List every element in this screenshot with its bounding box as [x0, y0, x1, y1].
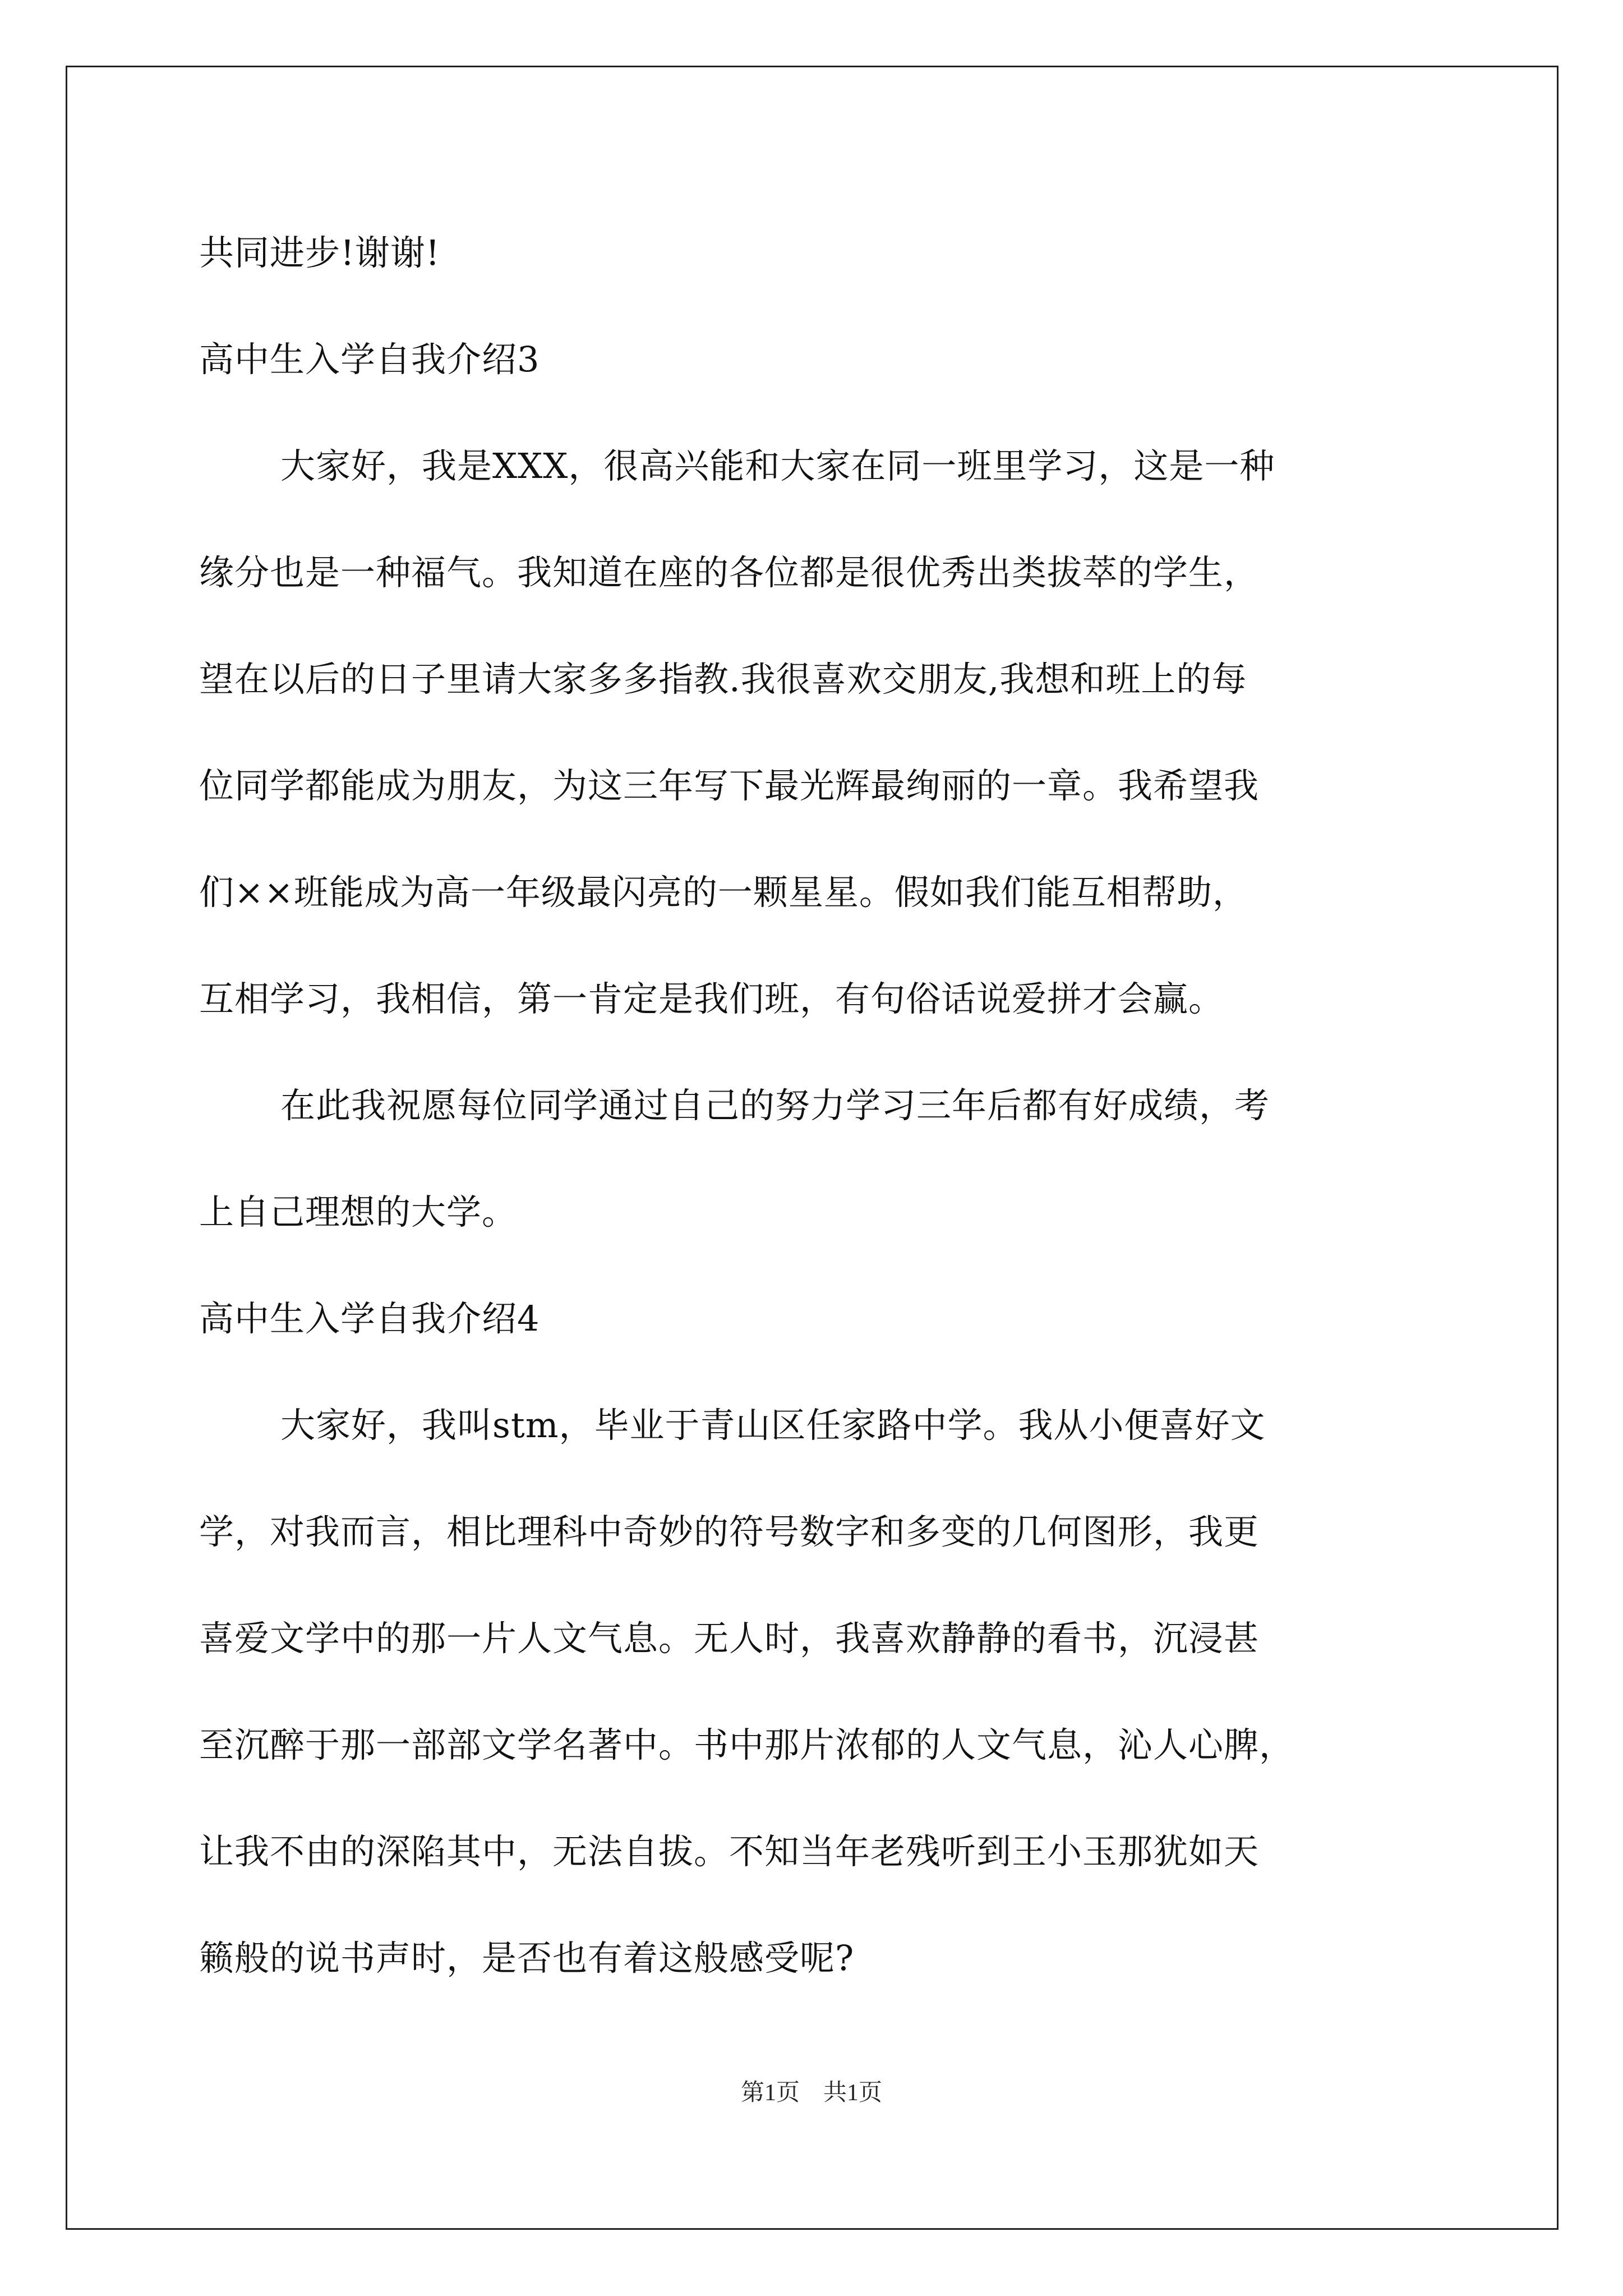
paragraph-line: 喜爱文学中的那一片人文气息。无人时，我喜欢静静的看书，沉浸甚 — [199, 1618, 1260, 1659]
paragraph-line: 让我不由的深陷其中，无法自拔。不知当年老残听到王小玉那犹如天 — [199, 1831, 1260, 1872]
paragraph-line: 大家好，我叫stm，毕业于青山区任家路中学。我从小便喜好文 — [280, 1405, 1266, 1446]
paragraph-line: 望在以后的日子里请大家多多指教.我很喜欢交朋友,我想和班上的每 — [199, 659, 1247, 700]
paragraph-line: 缘分也是一种福气。我知道在座的各位都是很优秀出类拔萃的学生， — [199, 552, 1260, 593]
paragraph-line: 互相学习，我相信，第一肯定是我们班，有句俗话说爱拼才会赢。 — [199, 978, 1224, 1019]
page-footer: 第1页 共1页 — [740, 2080, 882, 2106]
page-border — [66, 66, 1559, 2230]
closing-line: 共同进步!谢谢! — [199, 232, 440, 273]
paragraph-line: 大家好，我是XXX，很高兴能和大家在同一班里学习，这是一种 — [280, 445, 1275, 486]
paragraph-line: 籁般的说书声时，是否也有着这般感受呢? — [199, 1938, 855, 1978]
paragraph-line: 学，对我而言，相比理科中奇妙的符号数字和多变的几何图形，我更 — [199, 1511, 1260, 1552]
paragraph-line: 至沉醉于那一部部文学名著中。书中那片浓郁的人文气息，沁人心脾， — [199, 1724, 1295, 1765]
section-heading-3: 高中生入学自我介绍3 — [199, 339, 540, 380]
section-heading-4: 高中生入学自我介绍4 — [199, 1298, 540, 1339]
paragraph-line: 在此我祝愿每位同学通过自己的努力学习三年后都有好成绩，考 — [280, 1085, 1270, 1126]
paragraph-line: 们××班能成为高一年级最闪亮的一颗星星。假如我们能互相帮助， — [199, 872, 1248, 913]
paragraph-line: 位同学都能成为朋友，为这三年写下最光辉最绚丽的一章。我希望我 — [199, 765, 1260, 806]
paragraph-line: 上自己理想的大学。 — [199, 1191, 518, 1232]
